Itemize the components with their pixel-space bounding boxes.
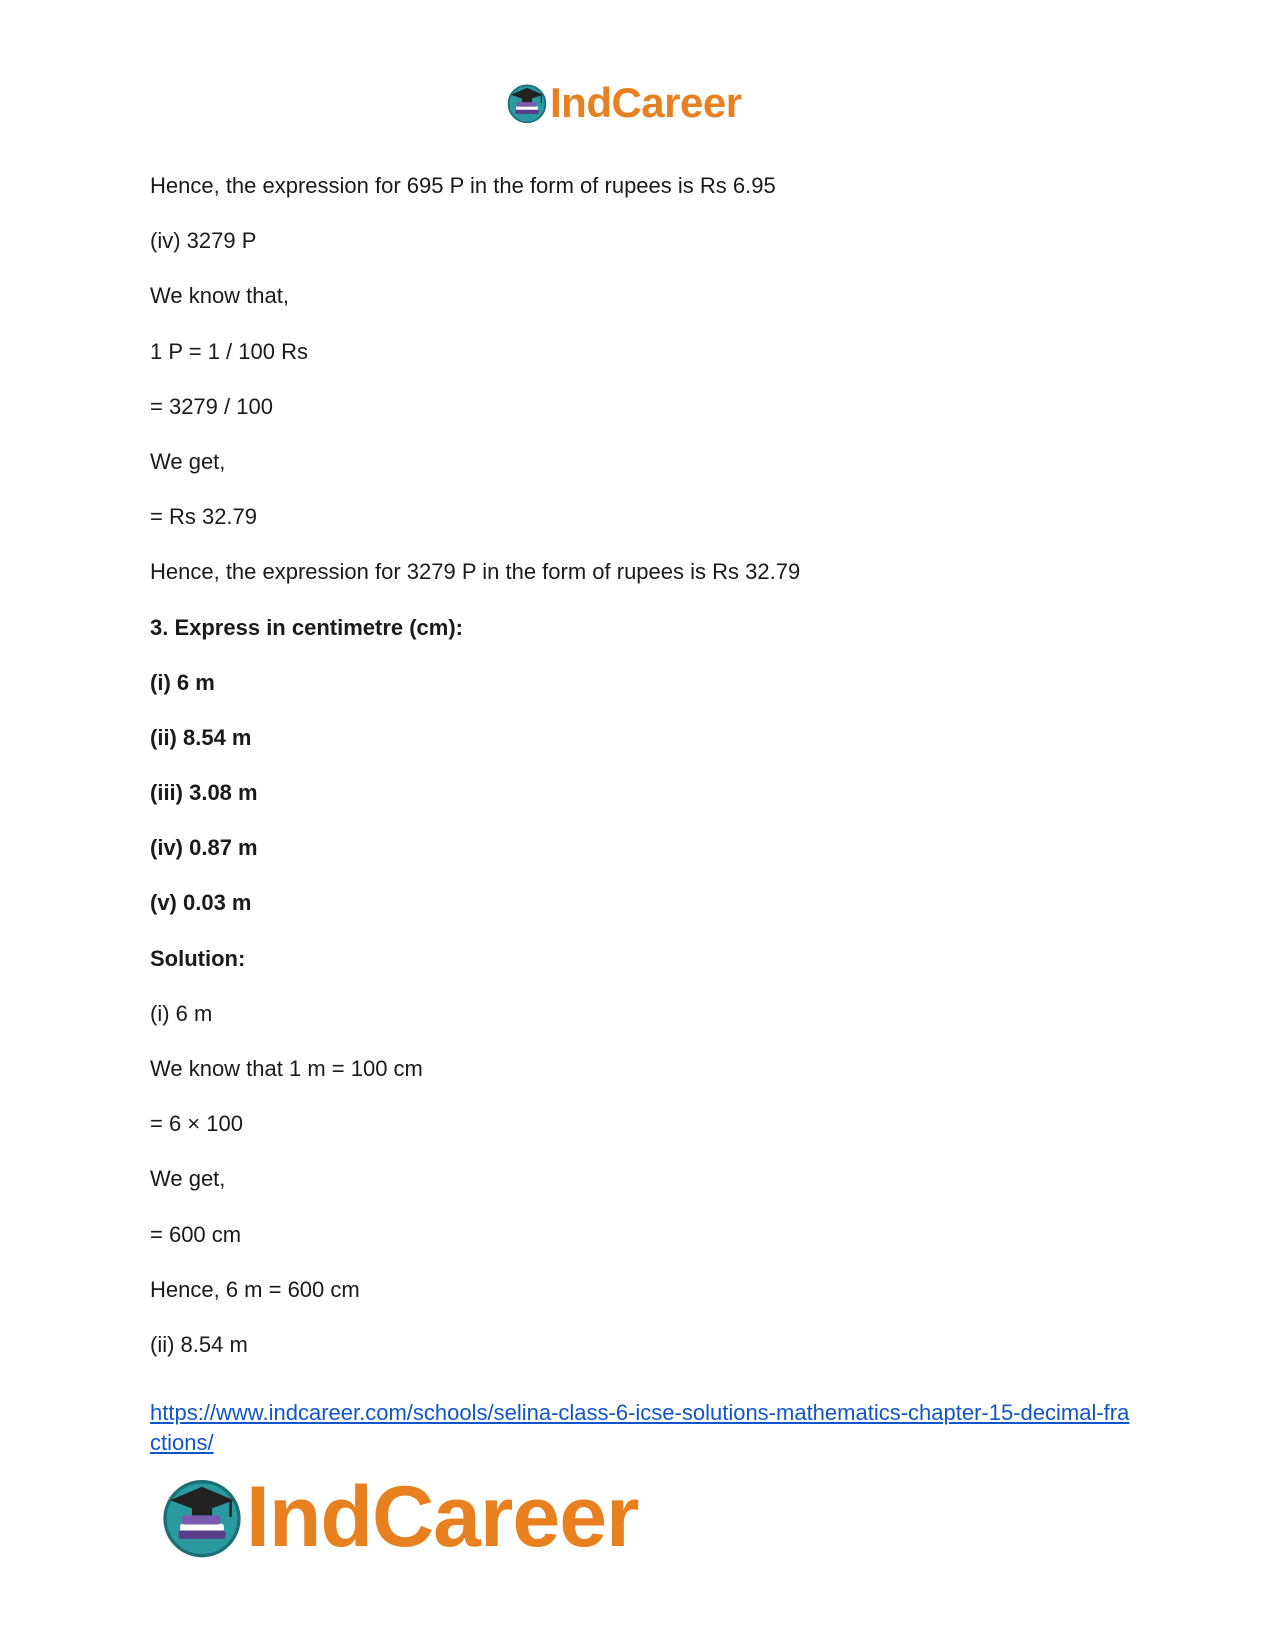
text-line: We get, bbox=[150, 1166, 226, 1192]
text-line: = 3279 / 100 bbox=[150, 393, 273, 419]
text-line: = 6 × 100 bbox=[150, 1111, 243, 1137]
text-line: 1 P = 1 / 100 Rs bbox=[150, 338, 308, 364]
heading-line: 3. Express in centimetre (cm): bbox=[150, 614, 464, 640]
document-body bbox=[150, 172, 1130, 1386]
text-line: We know that 1 m = 100 cm bbox=[150, 1056, 423, 1081]
text-line: (i) 6 m bbox=[150, 1000, 213, 1026]
text-line: Hence, the expression for 695 P in the form of rupees is Rs 6.95 bbox=[150, 173, 776, 198]
heading-line: (ii) 8.54 m bbox=[150, 724, 252, 750]
text-line: We know that, bbox=[150, 283, 289, 309]
logo-wordmark: IndCareer bbox=[550, 79, 742, 126]
text-line: Hence, 6 m = 600 cm bbox=[150, 1276, 360, 1302]
text-line: Hence, the expression for 3279 P in the form of rupees is Rs 32.79 bbox=[150, 559, 801, 585]
heading-line: (iii) 3.08 m bbox=[150, 780, 258, 806]
text-line: (iv) 3279 P bbox=[150, 228, 257, 254]
graduation-book-icon bbox=[506, 82, 548, 124]
text-line: (ii) 8.54 m bbox=[150, 1331, 248, 1357]
heading-line: (i) 6 m bbox=[150, 669, 215, 695]
text-line: We get, bbox=[150, 448, 226, 474]
text-line: = 600 cm bbox=[150, 1221, 242, 1247]
source-link[interactable]: https://www.indcareer.com/schools/selina-class-6-icse-solutions-mathematics-chapter-15-decimal-fractions/ bbox=[150, 1400, 1130, 1455]
graduation-book-icon bbox=[160, 1475, 244, 1559]
heading-line: (iv) 0.87 m bbox=[150, 835, 258, 861]
header-logo bbox=[506, 80, 742, 126]
logo-wordmark: IndCareer bbox=[246, 1469, 639, 1565]
heading-line: Solution: bbox=[150, 945, 246, 971]
footer-logo bbox=[160, 1469, 639, 1565]
heading-line: (v) 0.03 m bbox=[150, 890, 252, 916]
text-line: = Rs 32.79 bbox=[150, 504, 258, 530]
